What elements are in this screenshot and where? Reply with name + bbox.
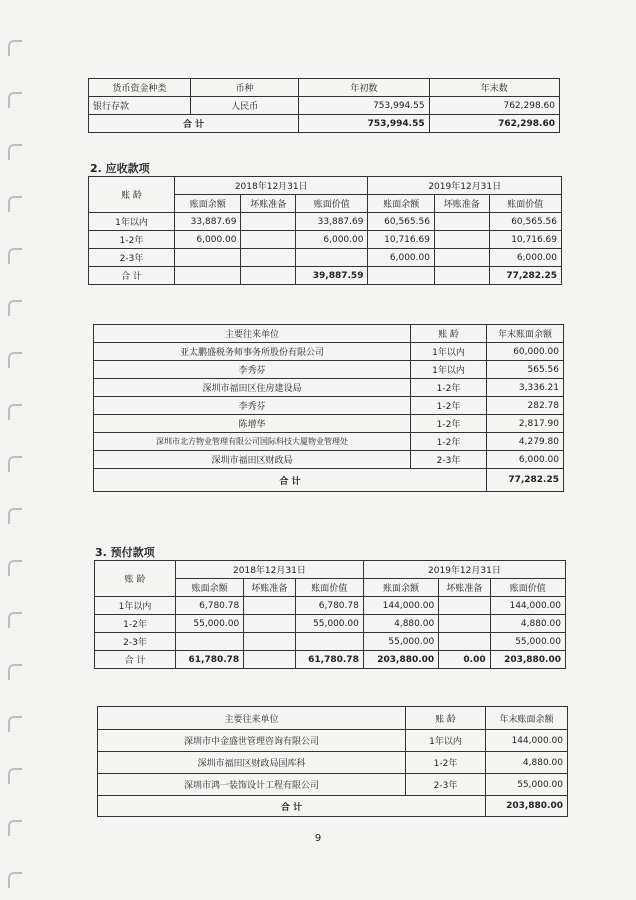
value-cell: 203,880.00	[490, 651, 565, 669]
age-cell: 2-3年	[411, 451, 487, 469]
table-row	[89, 267, 562, 285]
subheader-cell: 账面余额	[363, 579, 438, 597]
value-cell: 33,887.69	[175, 213, 241, 231]
age-cell: 1-2年	[411, 379, 487, 397]
age-cell: 2-3年	[406, 774, 486, 796]
subheader-cell: 坏账准备	[439, 579, 490, 597]
unit-cell: 李秀芬	[94, 361, 411, 379]
page-number: 9	[314, 833, 322, 844]
amount-cell: 2,817.90	[487, 415, 564, 433]
table-row	[95, 615, 566, 633]
period-header: 2018年12月31日	[175, 177, 368, 195]
cash-total-begin: 753,994.55	[299, 115, 429, 133]
age-cell: 1-2年	[95, 615, 176, 633]
value-cell	[241, 249, 296, 267]
cash-table	[88, 78, 560, 133]
value-cell	[241, 231, 296, 249]
cash-total-end: 762,298.60	[429, 115, 559, 133]
value-cell: 10,716.69	[368, 231, 434, 249]
cash-currency: 人民币	[191, 97, 299, 115]
age-cell: 1年以内	[411, 361, 487, 379]
table-row	[89, 97, 560, 115]
value-cell: 6,000.00	[175, 231, 241, 249]
age-cell: 1-2年	[411, 415, 487, 433]
amount-cell: 3,336.21	[487, 379, 564, 397]
total-amount: 203,880.00	[486, 796, 568, 817]
table-row	[94, 325, 564, 343]
prepayments-table	[94, 560, 566, 669]
unit-cell: 深圳市北方物业管理有限公司国际科技大厦物业管理处	[94, 433, 411, 451]
value-cell	[176, 633, 244, 651]
header-cell: 年末数	[429, 79, 559, 97]
age-cell: 1年以内	[95, 597, 176, 615]
value-cell: 55,000.00	[363, 633, 438, 651]
value-cell	[244, 633, 295, 651]
period-header: 2019年12月31日	[363, 561, 565, 579]
value-cell: 203,880.00	[363, 651, 438, 669]
total-amount: 77,282.25	[487, 469, 564, 492]
header-cell: 账 龄	[411, 325, 487, 343]
value-cell: 39,887.59	[296, 267, 368, 285]
total-label: 合 计	[98, 796, 486, 817]
value-cell: 60,565.56	[368, 213, 434, 231]
amount-cell: 4,279.80	[487, 433, 564, 451]
table-row	[94, 415, 564, 433]
table-row	[89, 115, 560, 133]
subheader-cell: 账面余额	[368, 195, 434, 213]
value-cell: 6,780.78	[176, 597, 244, 615]
unit-cell: 深圳市福田区住房建设局	[94, 379, 411, 397]
amount-cell: 4,880.00	[486, 752, 568, 774]
header-cell: 年末账面余额	[486, 707, 568, 730]
cash-begin: 753,994.55	[299, 97, 429, 115]
value-cell	[241, 213, 296, 231]
section-heading-receivables: 2. 应收款项	[90, 162, 150, 175]
value-cell: 144,000.00	[490, 597, 565, 615]
age-header: 账 龄	[89, 177, 175, 213]
total-label: 合 计	[94, 469, 487, 492]
table-row	[94, 469, 564, 492]
table-row	[89, 177, 562, 195]
table-row	[98, 730, 568, 752]
header-cell: 主要往来单位	[98, 707, 406, 730]
receivables-table	[88, 176, 562, 285]
unit-cell: 亚太鹏盛税务师事务所股份有限公司	[94, 343, 411, 361]
value-cell	[439, 615, 490, 633]
unit-cell: 深圳市鸿一装饰设计工程有限公司	[98, 774, 406, 796]
age-cell: 1-2年	[406, 752, 486, 774]
total-label: 合 计	[89, 267, 175, 285]
unit-cell: 李秀芬	[94, 397, 411, 415]
amount-cell: 55,000.00	[486, 774, 568, 796]
table-row	[95, 651, 566, 669]
table-row	[95, 561, 566, 579]
unit-cell: 深圳市福田区财政局	[94, 451, 411, 469]
section-heading-prepayments: 3. 预付款项	[95, 546, 155, 559]
age-cell: 1-2年	[411, 433, 487, 451]
subheader-cell: 坏账准备	[244, 579, 295, 597]
value-cell	[244, 651, 295, 669]
amount-cell: 282.78	[487, 397, 564, 415]
header-cell: 账 龄	[406, 707, 486, 730]
value-cell	[439, 633, 490, 651]
header-cell: 年初数	[299, 79, 429, 97]
value-cell	[434, 249, 489, 267]
value-cell	[368, 267, 434, 285]
value-cell	[244, 597, 295, 615]
unit-cell: 陈增华	[94, 415, 411, 433]
table-row	[98, 796, 568, 817]
age-cell: 2-3年	[95, 633, 176, 651]
subheader-cell: 账面余额	[175, 195, 241, 213]
header-cell: 币种	[191, 79, 299, 97]
unit-cell: 深圳市福田区财政局国库科	[98, 752, 406, 774]
table-row	[98, 752, 568, 774]
table-row	[94, 451, 564, 469]
table-row	[94, 397, 564, 415]
value-cell: 6,000.00	[489, 249, 561, 267]
table-row	[94, 433, 564, 451]
subheader-cell: 坏账准备	[241, 195, 296, 213]
period-header: 2019年12月31日	[368, 177, 562, 195]
age-cell: 1-2年	[411, 397, 487, 415]
value-cell: 55,000.00	[295, 615, 363, 633]
value-cell: 6,000.00	[296, 231, 368, 249]
table-row	[98, 774, 568, 796]
receivable-units-table	[93, 324, 564, 492]
table-row	[94, 361, 564, 379]
subheader-cell: 坏账准备	[434, 195, 489, 213]
table-row	[98, 707, 568, 730]
amount-cell: 565.56	[487, 361, 564, 379]
value-cell: 4,880.00	[363, 615, 438, 633]
subheader-cell: 账面价值	[489, 195, 561, 213]
value-cell: 55,000.00	[490, 633, 565, 651]
cash-end: 762,298.60	[429, 97, 559, 115]
value-cell: 0.00	[439, 651, 490, 669]
value-cell: 61,780.78	[295, 651, 363, 669]
value-cell	[175, 267, 241, 285]
period-header: 2018年12月31日	[176, 561, 364, 579]
value-cell: 55,000.00	[176, 615, 244, 633]
age-cell: 1年以内	[89, 213, 175, 231]
table-row	[94, 343, 564, 361]
age-cell: 1-2年	[89, 231, 175, 249]
value-cell	[295, 633, 363, 651]
header-cell: 货币资金种类	[89, 79, 191, 97]
table-row	[95, 633, 566, 651]
amount-cell: 60,000.00	[487, 343, 564, 361]
value-cell	[175, 249, 241, 267]
value-cell: 33,887.69	[296, 213, 368, 231]
total-label: 合 计	[89, 115, 299, 133]
value-cell: 144,000.00	[363, 597, 438, 615]
value-cell	[434, 231, 489, 249]
cash-kind: 银行存款	[89, 97, 191, 115]
age-cell: 2-3年	[89, 249, 175, 267]
subheader-cell: 账面价值	[295, 579, 363, 597]
prepayment-units-table	[97, 706, 568, 817]
value-cell: 10,716.69	[489, 231, 561, 249]
header-cell: 年末账面余额	[487, 325, 564, 343]
age-cell: 1年以内	[406, 730, 486, 752]
age-header: 账 龄	[95, 561, 176, 597]
total-label: 合 计	[95, 651, 176, 669]
value-cell: 60,565.56	[489, 213, 561, 231]
subheader-cell: 账面价值	[296, 195, 368, 213]
value-cell	[244, 615, 295, 633]
table-row	[89, 231, 562, 249]
subheader-cell: 账面价值	[490, 579, 565, 597]
amount-cell: 144,000.00	[486, 730, 568, 752]
table-row	[89, 249, 562, 267]
value-cell: 77,282.25	[489, 267, 561, 285]
amount-cell: 6,000.00	[487, 451, 564, 469]
table-row	[89, 213, 562, 231]
value-cell: 61,780.78	[176, 651, 244, 669]
table-row	[94, 379, 564, 397]
value-cell	[434, 267, 489, 285]
age-cell: 1年以内	[411, 343, 487, 361]
unit-cell: 深圳市中金盛世管理咨询有限公司	[98, 730, 406, 752]
value-cell: 6,780.78	[295, 597, 363, 615]
value-cell: 6,000.00	[368, 249, 434, 267]
header-cell: 主要往来单位	[94, 325, 411, 343]
value-cell	[434, 213, 489, 231]
value-cell	[296, 249, 368, 267]
value-cell	[241, 267, 296, 285]
value-cell	[439, 597, 490, 615]
value-cell: 4,880.00	[490, 615, 565, 633]
table-row	[95, 597, 566, 615]
table-row	[89, 79, 560, 97]
subheader-cell: 账面余额	[176, 579, 244, 597]
